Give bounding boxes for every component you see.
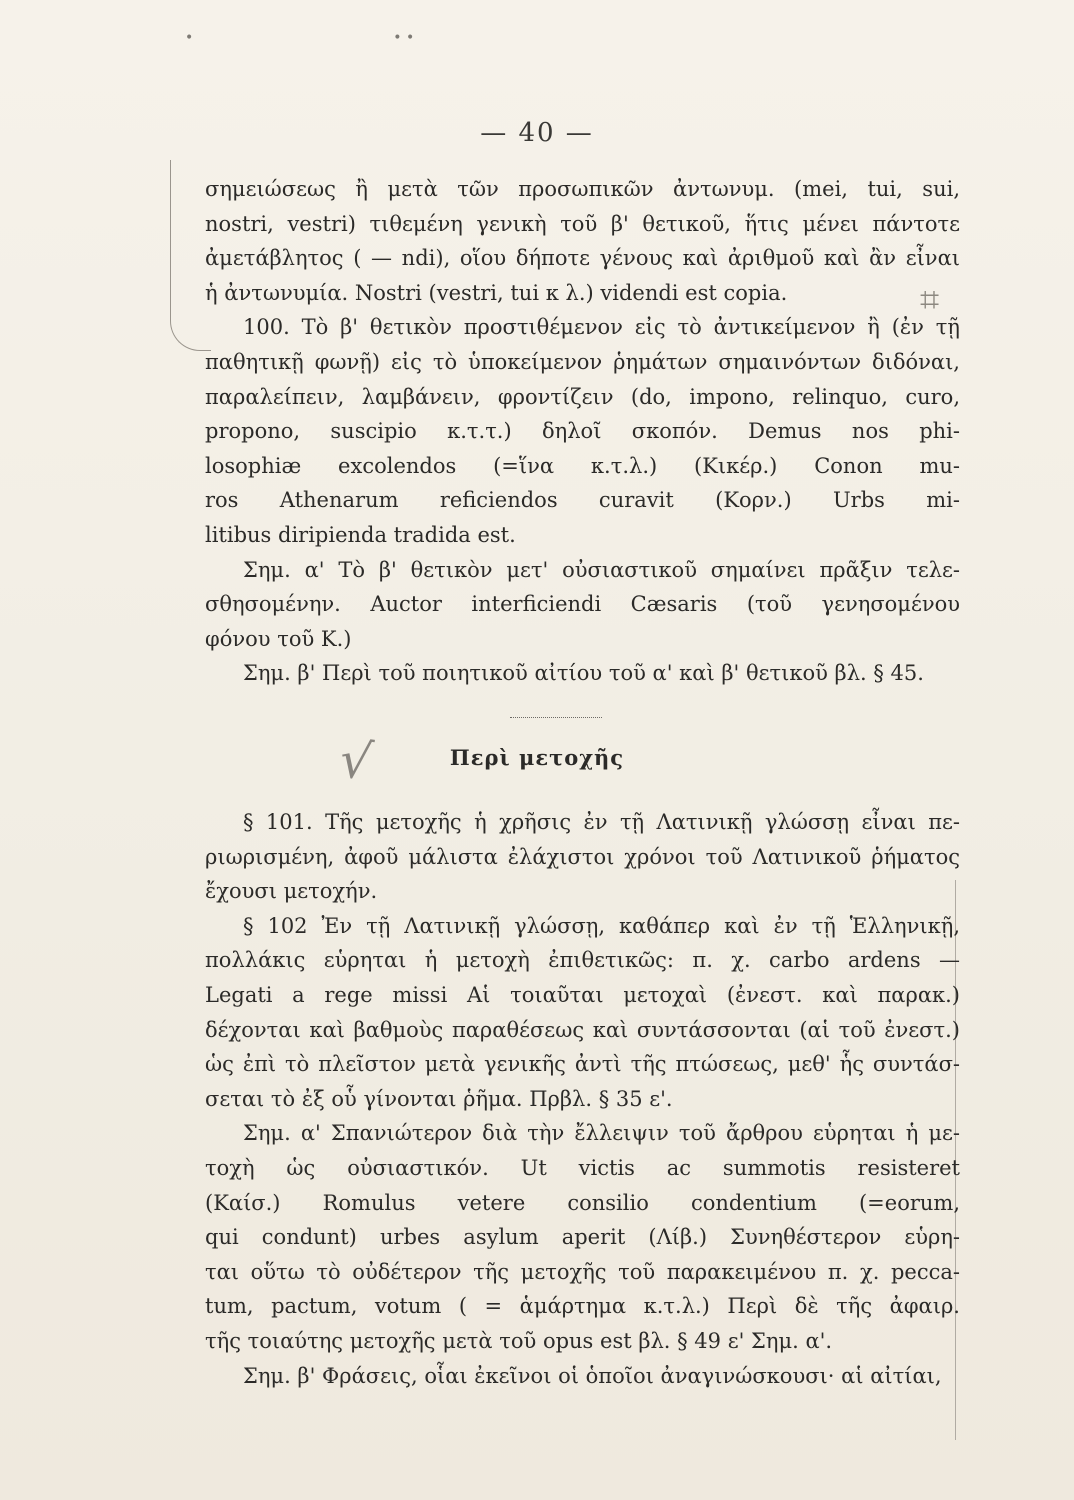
text-line: Σημ. β' Περὶ τοῦ ποιητικοῦ αἰτίου τοῦ α' καὶ β' θετικοῦ βλ. § 45. — [243, 661, 924, 686]
text-line: πολλάκις εὑρηται ἡ μετοχὴ ἐπιθετικῶς: π. χ. carbo ardens — — [205, 948, 960, 973]
text-line: (Καίσ.) Romulus vetere consilio condentium (=eorum, — [205, 1190, 960, 1215]
text-line: ἔχουσι μετοχήν. — [205, 879, 378, 904]
text-line: propono, suscipio κ.τ.τ.) δηλοῖ σκοπόν. Demus nos phi- — [205, 419, 960, 444]
text-line: 100. Τὸ β' θετικὸν προστιθέμενον εἰς τὸ ἀντικείμενον ἢ (ἐν τῇ — [243, 315, 960, 340]
text-line: Σημ. β' Φράσεις, οἷαι ἐκεῖνοι οἱ ὁποῖοι ἀναγινώσκουσι· αἱ αἰτίαι, — [243, 1363, 942, 1388]
text-line: tum, pactum, votum ( = ἁμάρτημα κ.τ.λ.) Περὶ δὲ τῆς ἀφαιρ. — [205, 1294, 960, 1319]
text-line: ros Athenarum reficiendos curavit (Κορν.) Urbs mi- — [205, 488, 960, 513]
text-line: ἀμετάβλητος ( — ndi), οἵου δήποτε γένους καὶ ἀριθμοῦ καὶ ἂν εἶναι — [205, 246, 960, 271]
text-line: § 102 Ἐν τῇ Λατινικῇ γλώσσῃ, καθάπερ καὶ ἐν τῇ Ἑλληνικῇ, — [243, 913, 960, 938]
text-line: ὡς ἐπὶ τὸ πλεῖστον μετὰ γενικῆς ἀντὶ τῆς πτώσεως, μεθ' ἧς συντάσ- — [205, 1052, 960, 1077]
text-line: τοχὴ ὡς οὐσιαστικόν. Ut victis ac summotis resisteret — [205, 1155, 960, 1180]
text-line: ται οὕτω τὸ οὐδέτερον τῆς μετοχῆς τοῦ παρακειμένου π. χ. pecca- — [205, 1259, 960, 1284]
text-line: φόνου τοῦ Κ.) — [205, 626, 352, 651]
text-line: παθητικῇ φωνῇ) εἰς τὸ ὑποκείμενον ῥημάτων σημαινόντων διδόναι, — [205, 349, 960, 374]
text-line: qui condunt) urbes asylum aperit (Λίβ.) Συνηθέστερον εὑρη- — [205, 1225, 960, 1250]
text-line: παραλείπειν, λαμβάνειν, φροντίζειν (do, impono, relinquo, curo, — [205, 384, 960, 409]
text-line: Σημ. α' Τὸ β' θετικὸν μετ' οὐσιαστικοῦ σημαίνει πρᾶξιν τελε- — [243, 557, 960, 582]
text-line: τῆς τοιαύτης μετοχῆς μετὰ τοῦ opus est βλ. § 49 ε' Σημ. α'. — [205, 1328, 833, 1353]
text-line: σθησομένην. Auctor interficiendi Cæsaris (τοῦ γενησομένου — [205, 592, 960, 617]
section-heading: Περὶ μετοχῆς — [449, 745, 625, 770]
text-line: ἡ ἀντωνυμία. Nostri (vestri, tui κ λ.) videndi est copia. — [205, 280, 788, 305]
text-line: δέχονται καὶ βαθμοὺς παραθέσεως καὶ συντάσσονται (αἱ τοῦ ἐνεστ.) — [205, 1017, 960, 1042]
text-line: ριωρισμένη, ἀφοῦ μάλιστα ἐλάχιστοι χρόνοι τοῦ Λατινικοῦ ῥήματος — [205, 844, 960, 869]
text-line: σεται τὸ ἐξ οὗ γίνονται ῥῆμα. Πρβλ. § 35 ε'. — [205, 1086, 673, 1111]
text-line: nostri, vestri) τιθεμένη γενικὴ τοῦ β' θετικοῦ, ἥτις μένει πάντοτε — [205, 211, 960, 236]
text-line: losophiæ excolendos (=ἵνα κ.τ.λ.) (Κικέρ.) Conon mu- — [205, 453, 960, 478]
pencil-check-mark: √ — [336, 730, 376, 792]
text-line: litibus diripienda tradida est. — [205, 522, 516, 547]
section-participle-gerundive — [205, 172, 960, 691]
section-divider — [510, 717, 602, 718]
section-participle — [205, 805, 960, 1393]
text-line: σημειώσεως ἢ μετὰ τῶν προσωπικῶν ἀντωνυμ. (mei, tui, sui, — [205, 177, 960, 201]
pencil-cross-mark: ⌗ — [920, 280, 940, 320]
page-number: — 40 — — [480, 118, 594, 148]
text-line: Legati a rege missi Αἱ τοιαῦται μετοχαὶ (ἐνεστ. καὶ παρακ.) — [205, 982, 960, 1007]
printed-dots: • • • — [185, 30, 415, 46]
text-line: § 101. Τῆς μετοχῆς ἡ χρῆσις ἐν τῇ Λατινικῇ γλώσσῃ εἶναι πε- — [243, 810, 960, 834]
text-line: Σημ. α' Σπανιώτερον διὰ τὴν ἔλλειψιν τοῦ ἄρθρου εὑρηται ἡ με- — [243, 1121, 960, 1146]
